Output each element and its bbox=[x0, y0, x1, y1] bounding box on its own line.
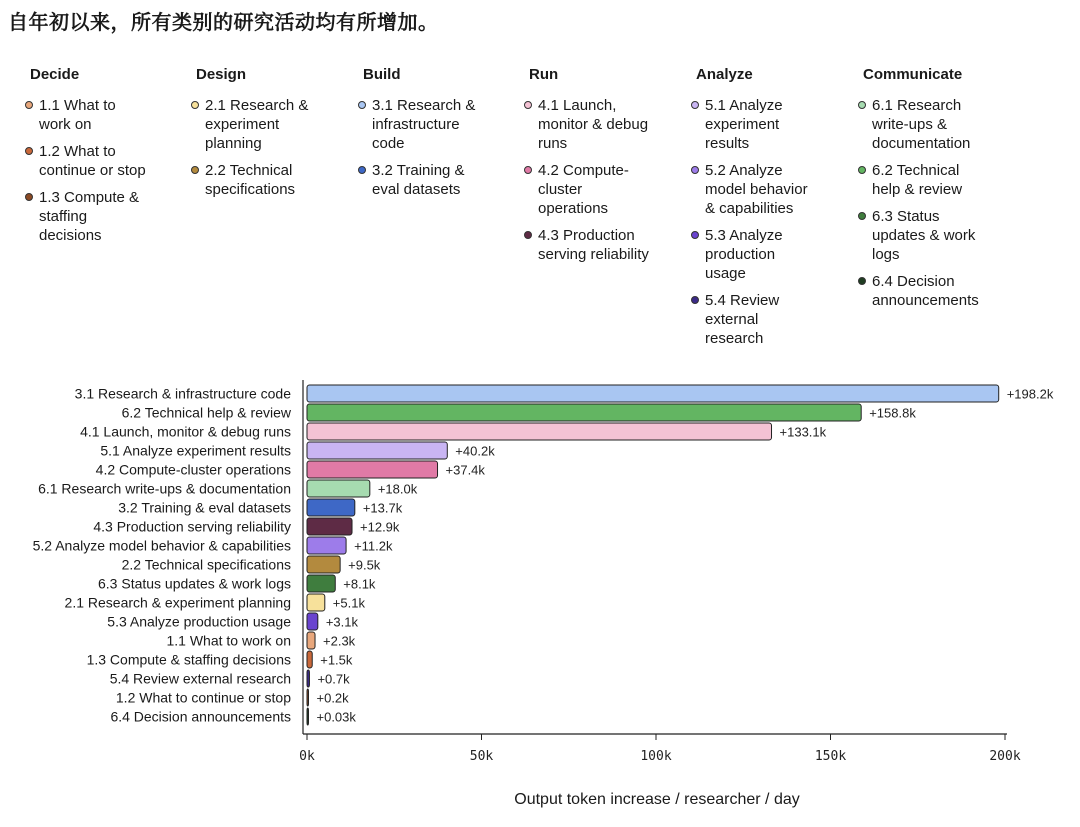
legend-item-label: 6.4 Decision announcements bbox=[872, 273, 979, 309]
bar-value-label: +133.1k bbox=[779, 424, 827, 440]
legend-item-label: 1.2 What to continue or stop bbox=[39, 143, 146, 179]
legend-column-design bbox=[186, 66, 321, 207]
bar bbox=[307, 670, 309, 687]
legend-item bbox=[686, 291, 811, 348]
legend-column-run bbox=[519, 66, 654, 272]
legend-item-label: 2.2 Technical specifications bbox=[205, 162, 296, 198]
x-tick-label: 0k bbox=[299, 749, 315, 764]
bar bbox=[307, 518, 352, 535]
legend-item-label: 6.2 Technical help & review bbox=[872, 162, 963, 198]
legend-column-communicate bbox=[853, 66, 988, 318]
category-label: 1.1 What to work on bbox=[166, 632, 291, 649]
bar-value-label: +3.1k bbox=[325, 614, 358, 630]
category-label: 4.2 Compute-cluster operations bbox=[95, 461, 291, 478]
category-label: 4.3 Production serving reliability bbox=[93, 518, 291, 535]
chart-title: 自年初以来，所有类别的研究活动均有所增加。 bbox=[8, 10, 439, 34]
legend-column-title: Build bbox=[363, 66, 401, 83]
legend-column-title: Decide bbox=[30, 66, 80, 83]
x-tick-label: 200k bbox=[989, 749, 1021, 764]
bar bbox=[307, 556, 340, 573]
legend-item-label: 5.1 Analyze experiment results bbox=[705, 97, 783, 152]
legend-column-title: Analyze bbox=[696, 66, 753, 83]
bar-value-label: +12.9k bbox=[360, 519, 400, 535]
legend-item-label: 3.2 Training & eval datasets bbox=[372, 162, 465, 198]
bar-value-label: +40.2k bbox=[455, 443, 495, 459]
bar-value-label: +37.4k bbox=[445, 462, 485, 478]
legend-item-label: 3.1 Research & infrastructure code bbox=[372, 97, 476, 152]
bar-value-label: +8.1k bbox=[343, 576, 376, 592]
legend-color-dot bbox=[25, 101, 33, 109]
legend-item-label: 2.1 Research & experiment planning bbox=[205, 97, 309, 152]
category-label: 4.1 Launch, monitor & debug runs bbox=[80, 423, 291, 440]
legend-item bbox=[353, 161, 488, 199]
legend-color-dot bbox=[691, 101, 699, 109]
bar bbox=[307, 632, 315, 649]
bar bbox=[307, 442, 447, 459]
bar bbox=[307, 404, 861, 421]
category-label: 5.1 Analyze experiment results bbox=[100, 442, 291, 459]
legend-item-label: 1.1 What to work on bbox=[39, 97, 116, 133]
bar-value-label: +18.0k bbox=[377, 481, 418, 497]
legend-item bbox=[353, 96, 488, 153]
category-label: 3.1 Research & infrastructure code bbox=[74, 385, 291, 402]
legend-color-dot bbox=[858, 166, 866, 174]
legend-column-analyze bbox=[686, 66, 811, 356]
bar-value-label: +9.5k bbox=[348, 557, 381, 573]
legend-color-dot bbox=[858, 277, 866, 285]
legend-color-dot bbox=[191, 166, 199, 174]
legend-item bbox=[519, 96, 654, 153]
legend-color-dot bbox=[691, 166, 699, 174]
legend-column-title: Communicate bbox=[863, 66, 963, 83]
legend-column-title: Run bbox=[529, 66, 559, 83]
category-label: 6.3 Status updates & work logs bbox=[98, 575, 291, 592]
legend-column-decide bbox=[20, 66, 150, 253]
legend-item bbox=[20, 188, 150, 245]
legend-item bbox=[519, 226, 654, 264]
legend-item bbox=[186, 161, 321, 199]
bar bbox=[307, 537, 346, 554]
bar bbox=[307, 594, 325, 611]
legend-item-label: 4.2 Compute-cluster operations bbox=[538, 162, 629, 217]
legend-color-dot bbox=[691, 296, 699, 304]
legend-item-label: 6.1 Research write-ups & documentation bbox=[872, 97, 971, 152]
category-label: 2.1 Research & experiment planning bbox=[64, 594, 291, 611]
x-tick-label: 150k bbox=[814, 749, 847, 764]
category-label: 6.4 Decision announcements bbox=[110, 708, 291, 725]
bar-value-label: +0.03k bbox=[316, 709, 356, 725]
category-label: 1.2 What to continue or stop bbox=[115, 689, 291, 706]
bar-value-label: +1.5k bbox=[320, 652, 353, 668]
bar bbox=[307, 689, 309, 706]
bar-value-label: +158.8k bbox=[869, 405, 916, 421]
legend-color-dot bbox=[524, 231, 532, 239]
legend-item bbox=[686, 161, 811, 218]
legend-color-dot bbox=[858, 212, 866, 220]
legend-column-title: Design bbox=[196, 66, 247, 83]
bar-value-label: +5.1k bbox=[332, 595, 365, 611]
category-label: 1.3 Compute & staffing decisions bbox=[86, 651, 291, 668]
bar-value-label: +2.3k bbox=[323, 633, 356, 649]
legend-item bbox=[519, 161, 654, 218]
category-label: 5.4 Review external research bbox=[109, 670, 291, 687]
bar-value-label: +198.2k bbox=[1006, 386, 1054, 402]
category-label: 3.2 Training & eval datasets bbox=[118, 499, 291, 516]
x-tick-label: 100k bbox=[640, 749, 672, 764]
legend-item bbox=[20, 96, 150, 134]
bar bbox=[307, 480, 370, 497]
bar-chart-svg bbox=[0, 370, 1080, 822]
category-label: 6.2 Technical help & review bbox=[121, 404, 291, 421]
legend-color-dot bbox=[524, 166, 532, 174]
legend-item-label: 5.4 Review external research bbox=[705, 292, 780, 347]
legend-color-dot bbox=[691, 231, 699, 239]
bar bbox=[307, 575, 335, 592]
legend-color-dot bbox=[358, 101, 366, 109]
bar-chart bbox=[0, 370, 1080, 822]
x-axis-label: Output token increase / researcher / day bbox=[514, 791, 800, 808]
category-label: 5.2 Analyze model behavior & capabilities bbox=[32, 537, 291, 554]
category-label: 6.1 Research write-ups & documentation bbox=[38, 480, 291, 497]
bar bbox=[307, 651, 312, 668]
legend-item bbox=[20, 142, 150, 180]
legend-item-label: 6.3 Status updates & work logs bbox=[872, 208, 976, 263]
legend-color-dot bbox=[191, 101, 199, 109]
legend-item-label: 4.3 Production serving reliability bbox=[538, 227, 649, 263]
legend-item bbox=[853, 161, 988, 199]
bar bbox=[307, 423, 772, 440]
bar-value-label: +0.7k bbox=[317, 671, 350, 687]
legend-color-dot bbox=[25, 147, 33, 155]
legend-color-dot bbox=[358, 166, 366, 174]
legend-item bbox=[686, 96, 811, 153]
bar-value-label: +0.2k bbox=[316, 690, 349, 706]
legend-color-dot bbox=[858, 101, 866, 109]
legend-column-build bbox=[353, 66, 488, 207]
legend-color-dot bbox=[25, 193, 33, 201]
legend-item bbox=[186, 96, 321, 153]
legend-item-label: 4.1 Launch, monitor & debug runs bbox=[538, 97, 649, 152]
legend-item bbox=[686, 226, 811, 283]
legend-item-label: 1.3 Compute & staffing decisions bbox=[39, 189, 140, 244]
category-label: 5.3 Analyze production usage bbox=[107, 613, 291, 630]
bar bbox=[307, 461, 438, 478]
legend-item-label: 5.3 Analyze production usage bbox=[705, 227, 783, 282]
legend-color-dot bbox=[524, 101, 532, 109]
bar bbox=[307, 613, 318, 630]
bar bbox=[307, 499, 355, 516]
bar-value-label: +13.7k bbox=[362, 500, 403, 516]
bar bbox=[307, 385, 999, 402]
legend-item-label: 5.2 Analyze model behavior & capabilities bbox=[705, 162, 808, 217]
legend-item bbox=[853, 272, 988, 310]
legend-item bbox=[853, 96, 988, 153]
category-label: 2.2 Technical specifications bbox=[121, 556, 291, 573]
x-tick-label: 50k bbox=[469, 749, 494, 764]
bar bbox=[307, 708, 309, 725]
bar-value-label: +11.2k bbox=[354, 538, 393, 554]
legend-item bbox=[853, 207, 988, 264]
